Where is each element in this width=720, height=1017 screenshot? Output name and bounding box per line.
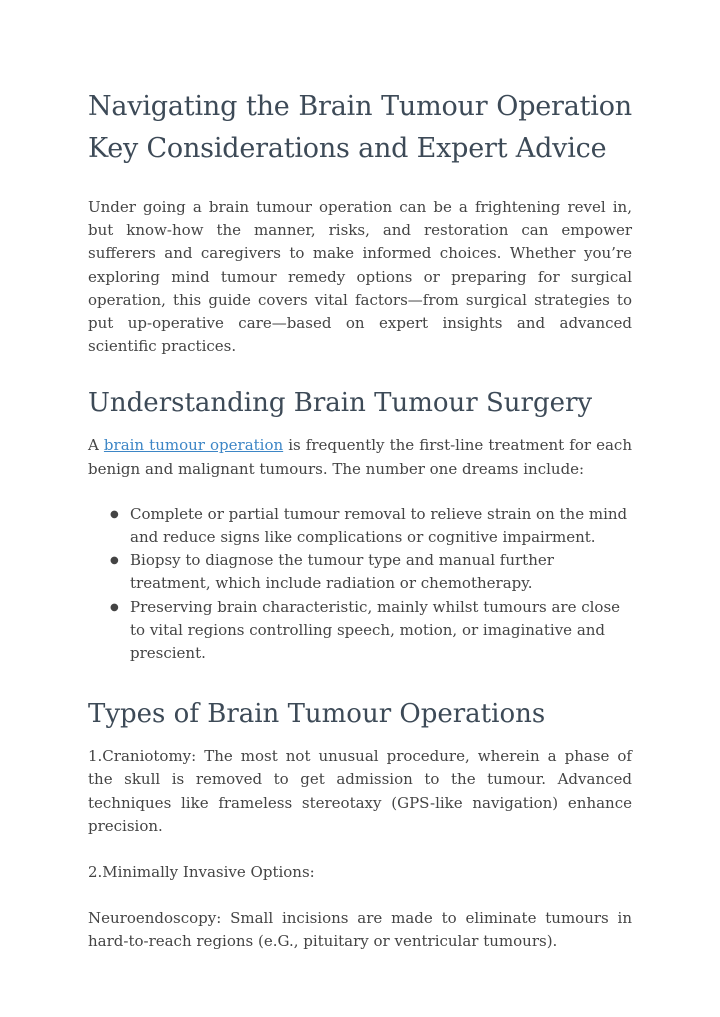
list-item — [110, 549, 632, 595]
section-heading-understanding: Understanding Brain Tumour Surgery — [88, 388, 593, 419]
title-line-1: Navigating the Brain Tumour Operation — [88, 91, 632, 122]
para-prefix: A — [88, 436, 99, 455]
craniotomy-paragraph: 1.Craniotomy: The most not unusual procedure, wherein a phase of the skull is removed to get admission to the tumour. Advanced techniques like frameless stereotaxy (GPS-like navigation) enhance precision. — [88, 747, 632, 835]
document-title — [88, 86, 632, 170]
list-item-text: Preserving brain characteristic, mainly whilst tumours are close to vital regions controlling speech, motion, or imaginative and prescient. — [130, 597, 621, 663]
section1-paragraph — [88, 434, 632, 480]
section-heading-types: Types of Brain Tumour Operations — [88, 699, 546, 730]
intro-paragraph: Under going a brain tumour operation can be a frightening revel in, but know-how the manner, risks, and restoration can empower sufferers and caregivers to make informed choices. Whether you’re exploring mind tumour remedy options or preparing for surgical operation, this guide covers vital factors—from surgical strategies to put up-operative care—based on expert insights and advanced scientific practices. — [88, 198, 632, 356]
list-item — [110, 596, 632, 666]
list-item-text: Biopsy to diagnose the tumour type and manual further treatment, which include radiation or chemotherapy. — [130, 551, 554, 593]
bullet-icon: ● — [110, 601, 119, 613]
minimally-invasive-paragraph: 2.Minimally Invasive Options: — [88, 863, 315, 882]
brain-tumour-operation-link[interactable]: brain tumour operation — [103, 436, 284, 455]
neuroendoscopy-paragraph: Neuroendoscopy: Small incisions are made to eliminate tumours in hard-to-reach regions (e.G., pituitary or ventricular tumours). — [88, 909, 632, 951]
title-line-2: Key Considerations and Expert Advice — [88, 133, 607, 164]
para-suffix: is frequently the first-line treatment for each benign and malignant tumours. The number one dreams include: — [88, 436, 632, 478]
list-item — [110, 503, 632, 549]
bullet-icon: ● — [110, 555, 119, 567]
bullet-icon: ● — [110, 508, 119, 520]
goals-list — [88, 503, 632, 665]
list-item-text: Complete or partial tumour removal to relieve strain on the mind and reduce signs like complications or cognitive impairment. — [130, 504, 628, 547]
